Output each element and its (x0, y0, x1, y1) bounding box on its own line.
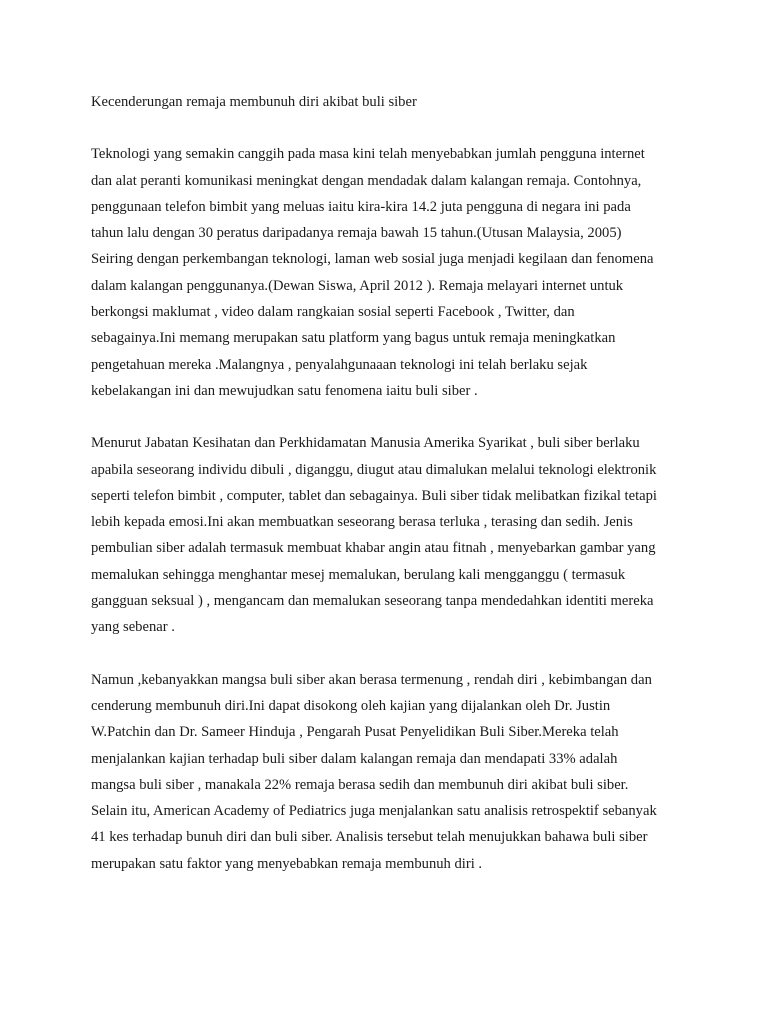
paragraph-line: lebih kepada emosi.Ini akan membuatkan seseorang berasa terluka , terasing dan sedih. Jenis (91, 514, 633, 531)
paragraph-line: Selain itu, American Academy of Pediatrics juga menjalankan satu analisis retrospektif sebanyak (91, 803, 657, 820)
paragraph-definition (91, 430, 691, 640)
paragraph-line: Menurut Jabatan Kesihatan dan Perkhidamatan Manusia Amerika Syarikat , buli siber berlaku (91, 435, 640, 452)
paragraph-line: pembulian siber adalah termasuk membuat khabar angin atau fitnah , menyebarkan gambar yang (91, 540, 656, 557)
paragraph-line: gangguan seksual ) , mengancam dan memalukan seseorang tanpa mendedahkan identiti mereka (91, 593, 654, 610)
paragraph-line: memalukan sehingga menghantar mesej memalukan, berulang kali mengganggu ( termasuk (91, 566, 626, 583)
paragraph-line: menjalankan kajian terhadap buli siber dalam kalangan remaja dan mendapati 33% adalah (91, 750, 618, 767)
paragraph-line: penggunaan telefon bimbit yang meluas iaitu kira-kira 14.2 juta pengguna di negara ini pada (91, 198, 631, 215)
paragraph-line: Seiring dengan perkembangan teknologi, laman web sosial juga menjadi kegilaan dan fenomena (91, 251, 654, 268)
paragraph-line: pengetahuan mereka .Malangnya , penyalahgunaaan teknologi ini telah berlaku sejak (91, 356, 588, 373)
paragraph-line: dalam kalangan penggunanya.(Dewan Siswa, April 2012 ). Remaja melayari internet untuk (91, 277, 624, 294)
paragraph-research (91, 667, 691, 877)
paragraph-line: W.Patchin dan Dr. Sameer Hinduja , Pengarah Pusat Penyelidikan Buli Siber.Mereka telah (91, 724, 619, 741)
paragraph-line: seperti telefon bimbit , computer, tablet dan sebagainya. Buli siber tidak melibatkan fizikal tetapi (91, 487, 657, 504)
paragraph-line: 41 kes terhadap bunuh diri dan buli siber. Analisis tersebut telah menujukkan bahawa buli siber (91, 829, 648, 846)
paragraph-line: yang sebenar . (91, 619, 175, 636)
document-body (91, 89, 691, 903)
paragraph-line: apabila seseorang individu dibuli , diganggu, diugut atau dimalukan melalui teknologi elektronik (91, 461, 657, 478)
paragraph-technology (91, 141, 691, 404)
paragraph-line: mangsa buli siber , manakala 22% remaja berasa sedih dan membunuh diri akibat buli siber. (91, 776, 629, 793)
paragraph-line: berkongsi maklumat , video dalam rangkaian sosial seperti Facebook , Twitter, dan (91, 304, 575, 321)
paragraph-line: Teknologi yang semakin canggih pada masa kini telah menyebabkan jumlah pengguna internet (91, 146, 645, 163)
paragraph-line: kebelakangan ini dan mewujudkan satu fenomena iaitu buli siber . (91, 382, 478, 399)
paragraph-line: merupakan satu faktor yang menyebabkan remaja membunuh diri . (91, 855, 483, 872)
paragraph-line: sebagainya.Ini memang merupakan satu platform yang bagus untuk remaja meningkatkan (91, 330, 616, 347)
paragraph-line: tahun lalu dengan 30 peratus daripadanya remaja bawah 15 tahun.(Utusan Malaysia, 2005) (91, 225, 622, 242)
paragraph-line: cenderung membunuh diri.Ini dapat disokong oleh kajian yang dijalankan oleh Dr. Justin (91, 697, 611, 714)
paragraph-line: Namun ,kebanyakkan mangsa buli siber akan berasa termenung , rendah diri , kebimbangan dan (91, 671, 652, 688)
paragraph-line: dan alat peranti komunikasi meningkat dengan mendadak dalam kalangan remaja. Contohnya, (91, 172, 642, 189)
document-title: Kecenderungan remaja membunuh diri akibat buli siber (91, 94, 417, 110)
